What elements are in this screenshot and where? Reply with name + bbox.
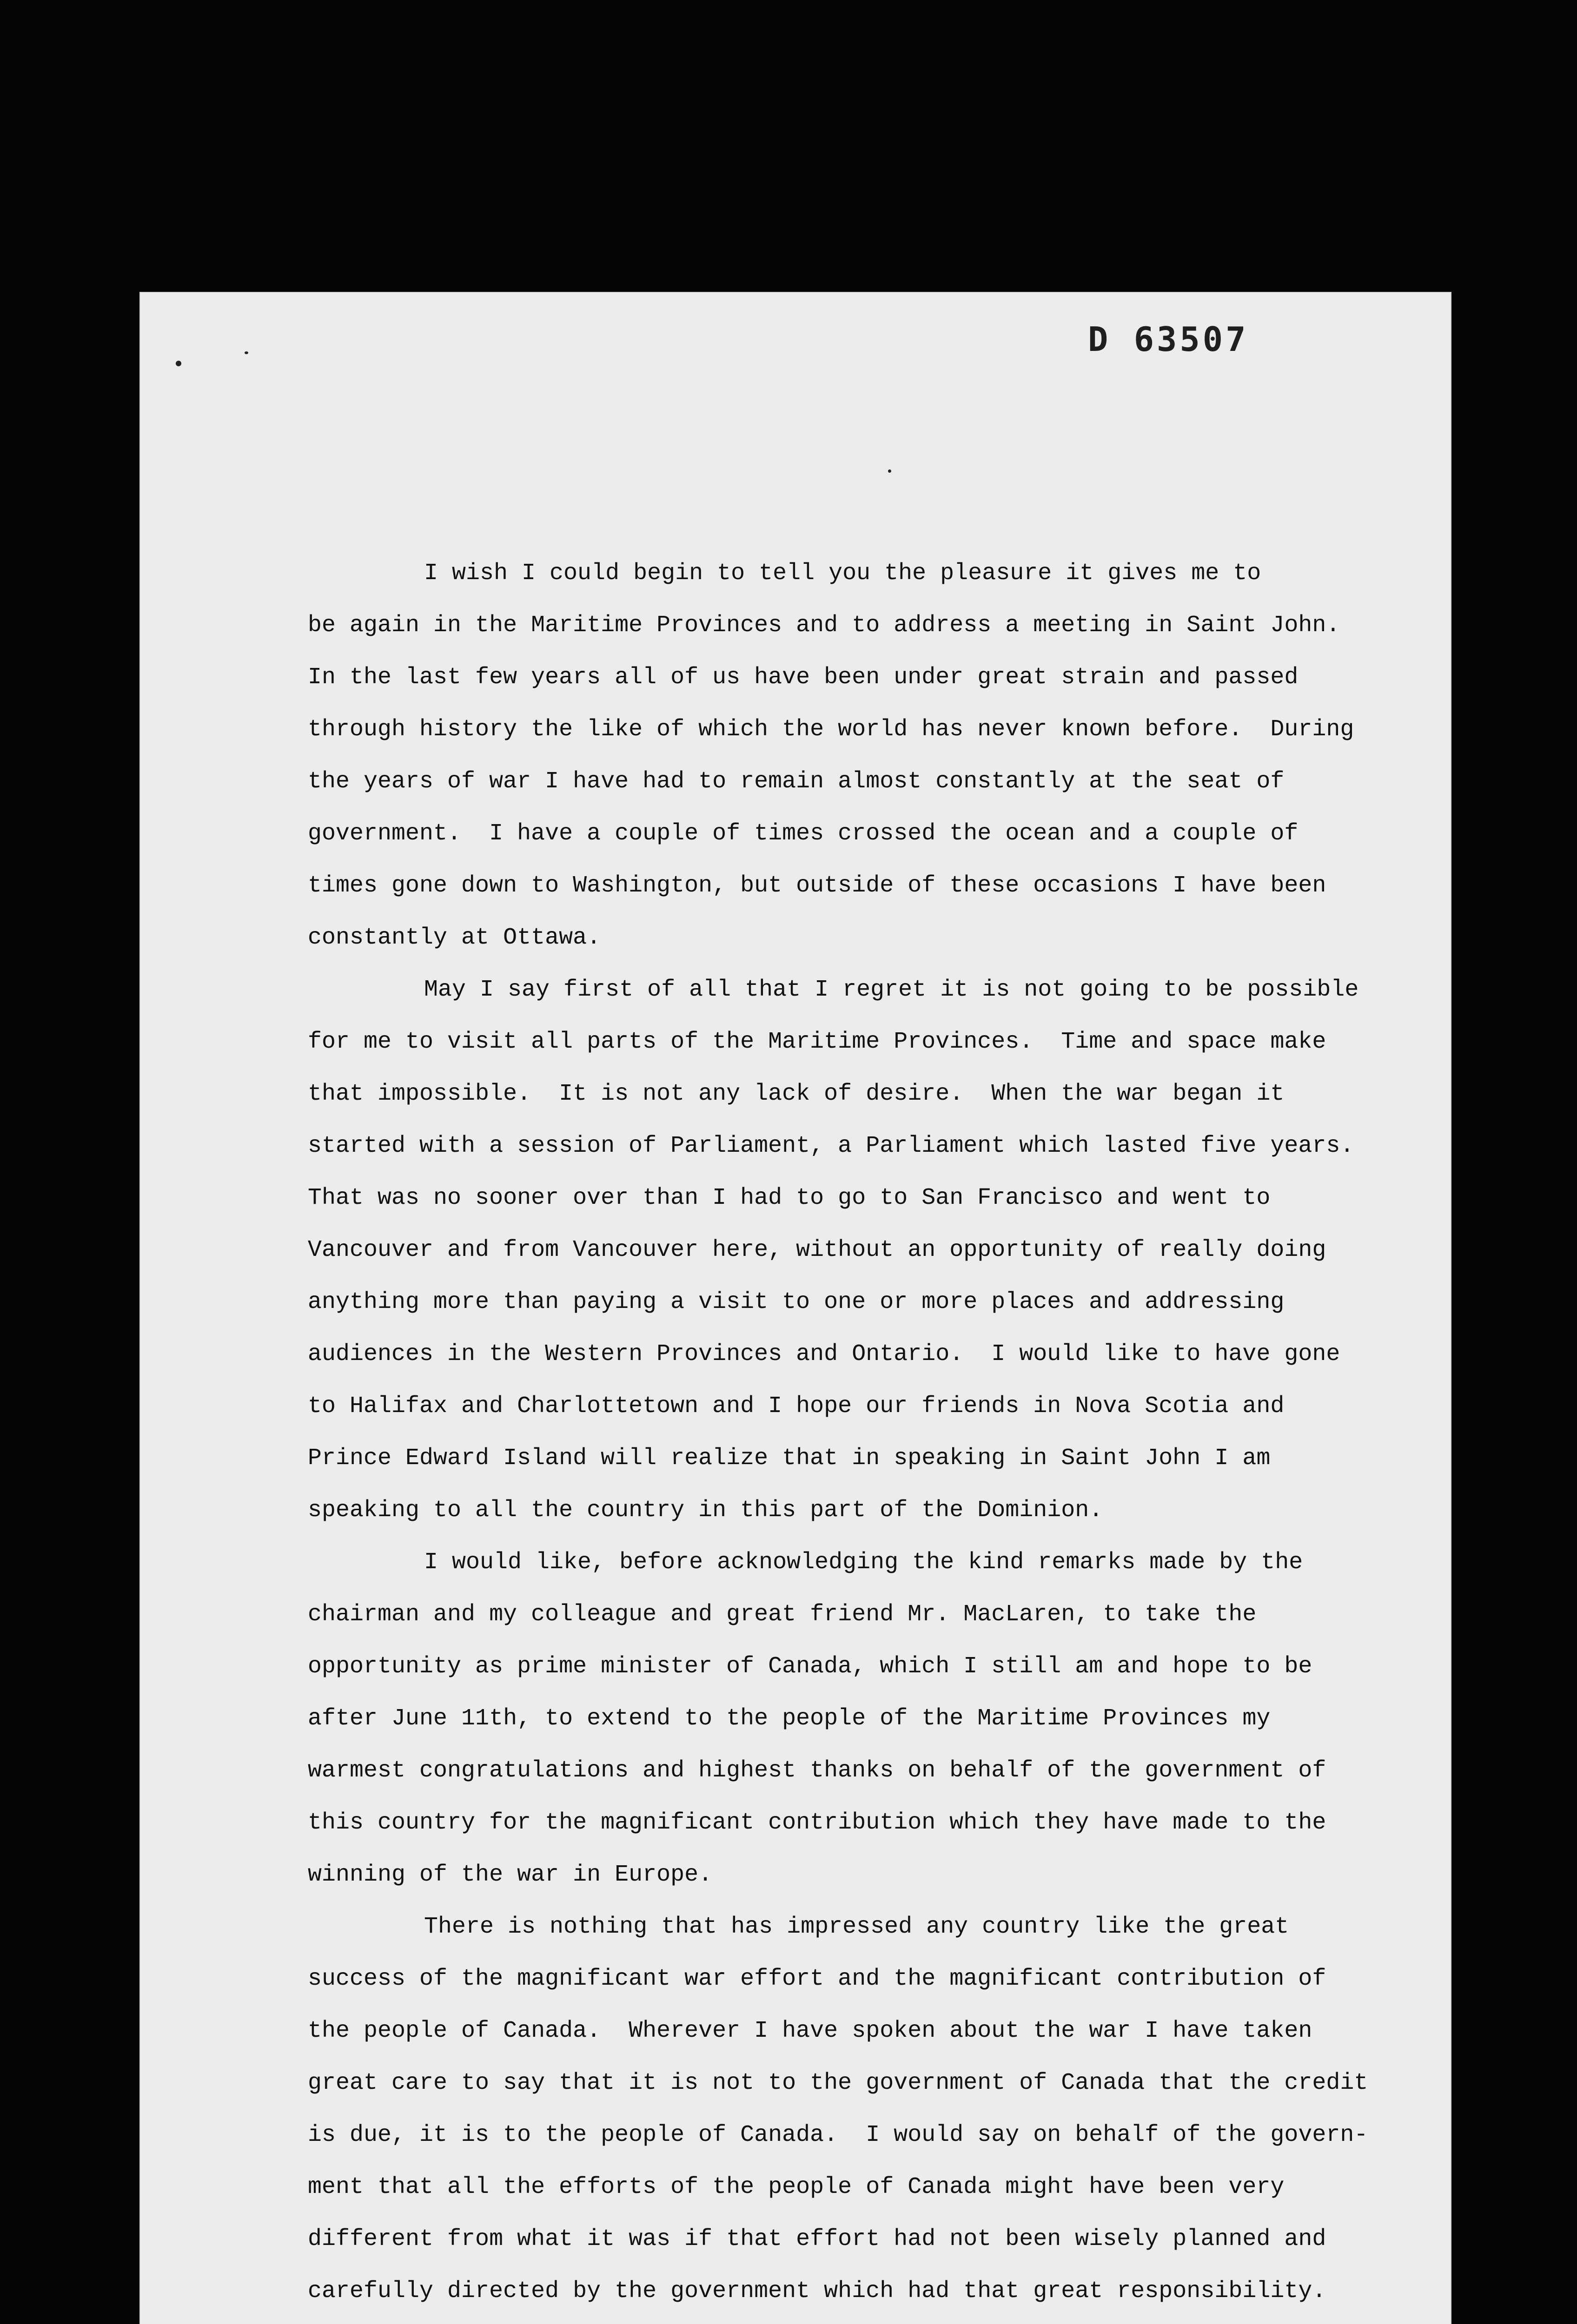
text-line: be again in the Maritime Provinces and to address a meeting in Saint John. xyxy=(308,612,1340,639)
ink-speck xyxy=(245,351,248,354)
text-line: ment that all the efforts of the people of Canada might have been very xyxy=(308,2174,1285,2200)
text-line: carefully directed by the government which had that great responsibility. xyxy=(308,2278,1326,2304)
text-line: I would like, before acknowledging the kind remarks made by the xyxy=(424,1549,1303,1576)
speech-text xyxy=(308,548,1442,2317)
text-line: Prince Edward Island will realize that in speaking in Saint John I am xyxy=(308,1445,1271,1472)
text-line: In the last few years all of us have been under great strain and passed xyxy=(308,664,1299,691)
text-line: chairman and my colleague and great friend Mr. MacLaren, to take the xyxy=(308,1601,1257,1628)
text-line: speaking to all the country in this part of the Dominion. xyxy=(308,1497,1103,1524)
text-line: that impossible. It is not any lack of desire. When the war began it xyxy=(308,1081,1285,1107)
document-id: D 63507 xyxy=(1088,320,1249,359)
text-line: through history the like of which the world has never known before. During xyxy=(308,716,1354,743)
text-line: That was no sooner over than I had to go to San Francisco and went to xyxy=(308,1185,1271,1211)
paragraph-1 xyxy=(308,548,1442,964)
text-line: times gone down to Washington, but outside of these occasions I have been xyxy=(308,872,1326,899)
text-line: different from what it was if that effort had not been wisely planned and xyxy=(308,2226,1326,2252)
text-line: started with a session of Parliament, a Parliament which lasted five years. xyxy=(308,1133,1354,1159)
text-line: There is nothing that has impressed any country like the great xyxy=(424,1914,1289,1940)
text-line: the people of Canada. Wherever I have spoken about the war I have taken xyxy=(308,2018,1312,2044)
text-line: winning of the war in Europe. xyxy=(308,1862,713,1888)
text-line: constantly at Ottawa. xyxy=(308,924,601,951)
ink-speck xyxy=(888,469,891,473)
text-line: this country for the magnificant contribution which they have made to the xyxy=(308,1809,1326,1836)
text-line: I wish I could begin to tell you the pleasure it gives me to xyxy=(424,560,1261,587)
text-line: for me to visit all parts of the Maritime Provinces. Time and space make xyxy=(308,1029,1326,1055)
typewritten-sheet xyxy=(139,292,1451,2324)
ink-speck xyxy=(176,361,181,366)
text-line: May I say first of all that I regret it is not going to be possible xyxy=(424,977,1359,1003)
paragraph-3 xyxy=(308,1537,1442,1901)
paragraph-4 xyxy=(308,1901,1442,2317)
text-line: the years of war I have had to remain almost constantly at the seat of xyxy=(308,768,1285,795)
text-line: audiences in the Western Provinces and Ontario. I would like to have gone xyxy=(308,1341,1340,1367)
text-line: to Halifax and Charlottetown and I hope our friends in Nova Scotia and xyxy=(308,1393,1285,1419)
paragraph-2 xyxy=(308,964,1442,1537)
text-line: great care to say that it is not to the government of Canada that the credit xyxy=(308,2070,1368,2096)
text-line: after June 11th, to extend to the people of the Maritime Provinces my xyxy=(308,1705,1271,1732)
text-line: anything more than paying a visit to one or more places and addressing xyxy=(308,1289,1285,1315)
text-line: Vancouver and from Vancouver here, without an opportunity of really doing xyxy=(308,1237,1326,1263)
text-line: success of the magnificant war effort and the magnificant contribution of xyxy=(308,1966,1326,1992)
text-line: warmest congratulations and highest thanks on behalf of the government of xyxy=(308,1757,1326,1784)
text-line: government. I have a couple of times crossed the ocean and a couple of xyxy=(308,820,1299,847)
text-line: opportunity as prime minister of Canada, which I still am and hope to be xyxy=(308,1653,1312,1680)
text-line: is due, it is to the people of Canada. I would say on behalf of the govern- xyxy=(308,2122,1368,2148)
